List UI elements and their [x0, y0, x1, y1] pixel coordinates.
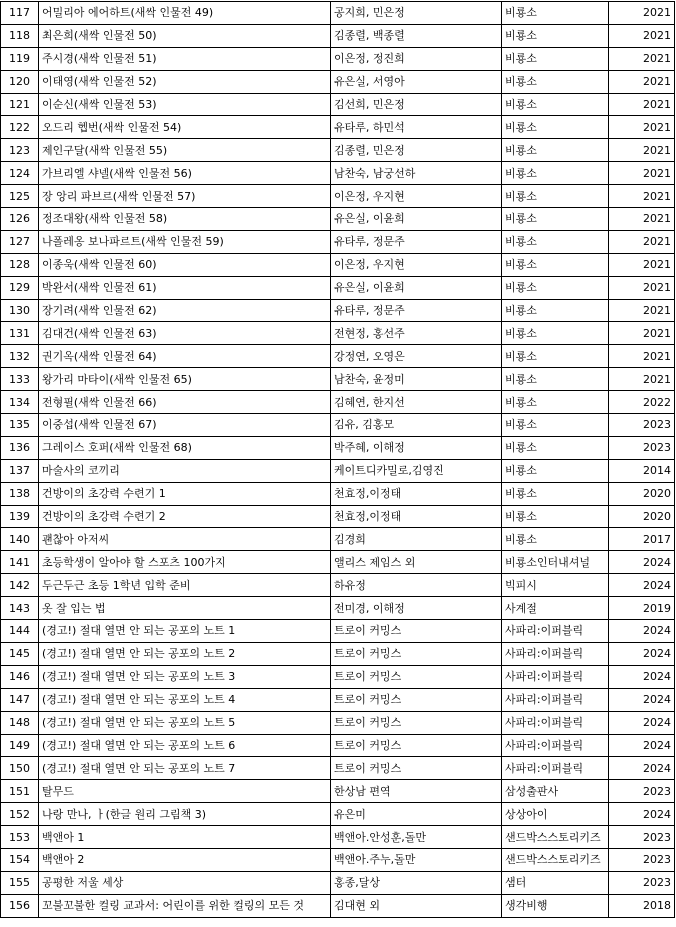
book-publisher: 비룡소	[502, 116, 609, 139]
publication-year: 2021	[609, 322, 675, 345]
book-title: 왕가리 마타이(새싹 인물전 65)	[39, 368, 331, 391]
book-author: 유은실, 이윤희	[331, 208, 502, 231]
publication-year: 2020	[609, 505, 675, 528]
table-row	[1, 688, 675, 711]
book-title: 주시경(새싹 인물전 51)	[39, 47, 331, 70]
book-author: 유은미	[331, 803, 502, 826]
table-row	[1, 848, 675, 871]
publication-year: 2024	[609, 734, 675, 757]
table-row	[1, 597, 675, 620]
row-number: 125	[1, 185, 39, 208]
row-number: 145	[1, 642, 39, 665]
book-author: 트로이 커밍스	[331, 757, 502, 780]
book-author: 김유, 김홍모	[331, 414, 502, 437]
book-publisher: 상상아이	[502, 803, 609, 826]
book-publisher: 비룡소	[502, 345, 609, 368]
publication-year: 2019	[609, 597, 675, 620]
publication-year: 2021	[609, 185, 675, 208]
book-author: 유타루, 정문주	[331, 299, 502, 322]
book-title: (경고!) 절대 열면 안 되는 공포의 노트 2	[39, 642, 331, 665]
table-row	[1, 24, 675, 47]
row-number: 119	[1, 47, 39, 70]
publication-year: 2023	[609, 780, 675, 803]
book-author: 유은실, 서영아	[331, 70, 502, 93]
book-publisher: 비룡소	[502, 459, 609, 482]
row-number: 139	[1, 505, 39, 528]
book-title: 백앤아 1	[39, 826, 331, 849]
book-publisher: 사파리:이퍼블릭	[502, 734, 609, 757]
row-number: 135	[1, 414, 39, 437]
table-row	[1, 711, 675, 734]
row-number: 134	[1, 391, 39, 414]
row-number: 133	[1, 368, 39, 391]
book-title: 이중섭(새싹 인물전 67)	[39, 414, 331, 437]
table-row	[1, 459, 675, 482]
table-row	[1, 208, 675, 231]
book-author: 이은정, 우지현	[331, 185, 502, 208]
book-author: 김종렬, 민은정	[331, 139, 502, 162]
publication-year: 2024	[609, 574, 675, 597]
row-number: 152	[1, 803, 39, 826]
book-title: 정조대왕(새싹 인물전 58)	[39, 208, 331, 231]
row-number: 140	[1, 528, 39, 551]
table-row	[1, 620, 675, 643]
publication-year: 2021	[609, 162, 675, 185]
table-row	[1, 345, 675, 368]
table-row	[1, 391, 675, 414]
book-title: 박완서(새싹 인물전 61)	[39, 276, 331, 299]
row-number: 153	[1, 826, 39, 849]
row-number: 120	[1, 70, 39, 93]
book-publisher: 샌드박스스토리키즈	[502, 826, 609, 849]
book-title: 초등학생이 알아야 할 스포츠 100가지	[39, 551, 331, 574]
table-row	[1, 803, 675, 826]
book-author: 트로이 커밍스	[331, 734, 502, 757]
book-title: 두근두근 초등 1학년 입학 준비	[39, 574, 331, 597]
table-row	[1, 436, 675, 459]
book-author: 이은정, 우지현	[331, 253, 502, 276]
table-row	[1, 47, 675, 70]
book-publisher: 삼성출판사	[502, 780, 609, 803]
publication-year: 2021	[609, 47, 675, 70]
table-row	[1, 230, 675, 253]
table-row	[1, 253, 675, 276]
publication-year: 2021	[609, 299, 675, 322]
publication-year: 2024	[609, 620, 675, 643]
row-number: 124	[1, 162, 39, 185]
row-number: 129	[1, 276, 39, 299]
table-row	[1, 414, 675, 437]
table-row	[1, 505, 675, 528]
publication-year: 2021	[609, 368, 675, 391]
book-publisher: 비룡소인터내셔널	[502, 551, 609, 574]
book-publisher: 비룡소	[502, 139, 609, 162]
book-author: 앨리스 제임스 외	[331, 551, 502, 574]
book-publisher: 비룡소	[502, 208, 609, 231]
book-title: 건방이의 초강력 수련기 2	[39, 505, 331, 528]
book-title: 오드리 헵번(새싹 인물전 54)	[39, 116, 331, 139]
publication-year: 2021	[609, 116, 675, 139]
book-publisher: 사파리:이퍼블릭	[502, 688, 609, 711]
publication-year: 2024	[609, 642, 675, 665]
book-publisher: 샘터	[502, 871, 609, 894]
book-title: 백앤아 2	[39, 848, 331, 871]
book-author: 김대현 외	[331, 894, 502, 917]
row-number: 154	[1, 848, 39, 871]
book-title: 김대건(새싹 인물전 63)	[39, 322, 331, 345]
row-number: 137	[1, 459, 39, 482]
publication-year: 2017	[609, 528, 675, 551]
book-publisher: 사파리:이퍼블릭	[502, 665, 609, 688]
book-publisher: 비룡소	[502, 93, 609, 116]
table-row	[1, 70, 675, 93]
publication-year: 2024	[609, 688, 675, 711]
row-number: 143	[1, 597, 39, 620]
book-publisher: 사계절	[502, 597, 609, 620]
table-row	[1, 826, 675, 849]
book-title: (경고!) 절대 열면 안 되는 공포의 노트 5	[39, 711, 331, 734]
book-author: 강정연, 오영은	[331, 345, 502, 368]
book-author: 트로이 커밍스	[331, 665, 502, 688]
book-title: 옷 잘 입는 법	[39, 597, 331, 620]
book-publisher: 비룡소	[502, 414, 609, 437]
table-row	[1, 871, 675, 894]
book-author: 천효정,이정태	[331, 505, 502, 528]
row-number: 131	[1, 322, 39, 345]
publication-year: 2021	[609, 345, 675, 368]
table-row	[1, 368, 675, 391]
book-publisher: 비룡소	[502, 162, 609, 185]
book-publisher: 사파리:이퍼블릭	[502, 711, 609, 734]
book-title: 권기옥(새싹 인물전 64)	[39, 345, 331, 368]
table-row	[1, 574, 675, 597]
book-author: 이은정, 정진희	[331, 47, 502, 70]
publication-year: 2021	[609, 208, 675, 231]
book-author: 트로이 커밍스	[331, 688, 502, 711]
row-number: 142	[1, 574, 39, 597]
book-title: 어밀리아 에어하트(새싹 인물전 49)	[39, 2, 331, 25]
table-row	[1, 299, 675, 322]
publication-year: 2021	[609, 276, 675, 299]
table-row	[1, 665, 675, 688]
row-number: 118	[1, 24, 39, 47]
book-author: 유은실, 이윤희	[331, 276, 502, 299]
book-author: 김경희	[331, 528, 502, 551]
row-number: 130	[1, 299, 39, 322]
row-number: 150	[1, 757, 39, 780]
book-title: (경고!) 절대 열면 안 되는 공포의 노트 6	[39, 734, 331, 757]
table-row	[1, 322, 675, 345]
book-list-table	[0, 1, 675, 918]
row-number: 151	[1, 780, 39, 803]
row-number: 123	[1, 139, 39, 162]
book-title: (경고!) 절대 열면 안 되는 공포의 노트 4	[39, 688, 331, 711]
row-number: 156	[1, 894, 39, 917]
book-title: 꼬불꼬불한 컬링 교과서: 어린이를 위한 컬링의 모든 것	[39, 894, 331, 917]
table-row	[1, 162, 675, 185]
book-publisher: 비룡소	[502, 528, 609, 551]
row-number: 127	[1, 230, 39, 253]
book-author: 김혜연, 한지선	[331, 391, 502, 414]
book-title: 장기려(새싹 인물전 62)	[39, 299, 331, 322]
table-row	[1, 93, 675, 116]
book-publisher: 비룡소	[502, 185, 609, 208]
book-publisher: 비룡소	[502, 276, 609, 299]
book-author: 김종렬, 백종렬	[331, 24, 502, 47]
book-author: 유타루, 하민석	[331, 116, 502, 139]
table-row	[1, 482, 675, 505]
book-author: 백앤아.주누,돌만	[331, 848, 502, 871]
book-author: 유타루, 정문주	[331, 230, 502, 253]
table-row	[1, 276, 675, 299]
publication-year: 2024	[609, 757, 675, 780]
book-publisher: 비룡소	[502, 24, 609, 47]
publication-year: 2021	[609, 230, 675, 253]
book-author: 트로이 커밍스	[331, 711, 502, 734]
table-row	[1, 551, 675, 574]
book-publisher: 비룡소	[502, 368, 609, 391]
book-title: 이순신(새싹 인물전 53)	[39, 93, 331, 116]
publication-year: 2024	[609, 711, 675, 734]
book-author: 홍종,달상	[331, 871, 502, 894]
book-title: 그레이스 호퍼(새싹 인물전 68)	[39, 436, 331, 459]
publication-year: 2024	[609, 551, 675, 574]
book-title: 탈무드	[39, 780, 331, 803]
publication-year: 2021	[609, 93, 675, 116]
book-title: (경고!) 절대 열면 안 되는 공포의 노트 7	[39, 757, 331, 780]
book-author: 남찬숙, 윤정미	[331, 368, 502, 391]
book-title: 장 앙리 파브르(새싹 인물전 57)	[39, 185, 331, 208]
book-publisher: 생각비행	[502, 894, 609, 917]
row-number: 122	[1, 116, 39, 139]
row-number: 144	[1, 620, 39, 643]
book-author: 한상남 편역	[331, 780, 502, 803]
book-title: 전형필(새싹 인물전 66)	[39, 391, 331, 414]
book-author: 백앤아.안성훈,돌만	[331, 826, 502, 849]
publication-year: 2023	[609, 414, 675, 437]
book-title: 최은희(새싹 인물전 50)	[39, 24, 331, 47]
book-publisher: 비룡소	[502, 322, 609, 345]
row-number: 132	[1, 345, 39, 368]
table-row	[1, 185, 675, 208]
book-publisher: 비룡소	[502, 391, 609, 414]
book-publisher: 샌드박스스토리키즈	[502, 848, 609, 871]
book-author: 천효정,이정태	[331, 482, 502, 505]
row-number: 146	[1, 665, 39, 688]
table-row	[1, 2, 675, 25]
publication-year: 2021	[609, 70, 675, 93]
book-author: 트로이 커밍스	[331, 642, 502, 665]
table-row	[1, 528, 675, 551]
book-author: 트로이 커밍스	[331, 620, 502, 643]
book-publisher: 비룡소	[502, 230, 609, 253]
row-number: 138	[1, 482, 39, 505]
publication-year: 2021	[609, 253, 675, 276]
book-title: 건방이의 초강력 수련기 1	[39, 482, 331, 505]
book-publisher: 비룡소	[502, 70, 609, 93]
row-number: 149	[1, 734, 39, 757]
publication-year: 2020	[609, 482, 675, 505]
book-publisher: 비룡소	[502, 47, 609, 70]
publication-year: 2024	[609, 665, 675, 688]
publication-year: 2023	[609, 436, 675, 459]
book-title: 나폴레옹 보나파르트(새싹 인물전 59)	[39, 230, 331, 253]
publication-year: 2021	[609, 2, 675, 25]
book-publisher: 비룡소	[502, 2, 609, 25]
book-title: 나랑 만나, ㅏ(한글 원리 그림책 3)	[39, 803, 331, 826]
book-title: (경고!) 절대 열면 안 되는 공포의 노트 3	[39, 665, 331, 688]
book-publisher: 비룡소	[502, 253, 609, 276]
publication-year: 2014	[609, 459, 675, 482]
row-number: 117	[1, 2, 39, 25]
book-title: 제인구달(새싹 인물전 55)	[39, 139, 331, 162]
publication-year: 2023	[609, 871, 675, 894]
book-author: 남찬숙, 남궁선하	[331, 162, 502, 185]
book-title: (경고!) 절대 열면 안 되는 공포의 노트 1	[39, 620, 331, 643]
book-title: 이종욱(새싹 인물전 60)	[39, 253, 331, 276]
publication-year: 2018	[609, 894, 675, 917]
book-title: 이태영(새싹 인물전 52)	[39, 70, 331, 93]
table-row	[1, 734, 675, 757]
publication-year: 2022	[609, 391, 675, 414]
book-list-body	[1, 2, 675, 918]
table-row	[1, 757, 675, 780]
book-publisher: 비룡소	[502, 436, 609, 459]
row-number: 126	[1, 208, 39, 231]
table-row	[1, 780, 675, 803]
row-number: 141	[1, 551, 39, 574]
publication-year: 2023	[609, 826, 675, 849]
book-publisher: 사파리:이퍼블릭	[502, 642, 609, 665]
table-row	[1, 894, 675, 917]
book-author: 전현정, 홍선주	[331, 322, 502, 345]
book-publisher: 비룡소	[502, 482, 609, 505]
book-title: 괜찮아 아저씨	[39, 528, 331, 551]
publication-year: 2024	[609, 803, 675, 826]
table-row	[1, 642, 675, 665]
table-row	[1, 116, 675, 139]
book-title: 가브리엘 샤넬(새싹 인물전 56)	[39, 162, 331, 185]
book-publisher: 비룡소	[502, 299, 609, 322]
book-author: 전미경, 이해정	[331, 597, 502, 620]
book-publisher: 빅피시	[502, 574, 609, 597]
book-publisher: 비룡소	[502, 505, 609, 528]
book-author: 공지희, 민은정	[331, 2, 502, 25]
publication-year: 2021	[609, 139, 675, 162]
row-number: 121	[1, 93, 39, 116]
book-author: 박주혜, 이해정	[331, 436, 502, 459]
publication-year: 2023	[609, 848, 675, 871]
table-row	[1, 139, 675, 162]
publication-year: 2021	[609, 24, 675, 47]
book-author: 케이트디카밀로,김영진	[331, 459, 502, 482]
book-title: 공평한 저울 세상	[39, 871, 331, 894]
row-number: 136	[1, 436, 39, 459]
row-number: 128	[1, 253, 39, 276]
book-title: 마술사의 코끼리	[39, 459, 331, 482]
book-publisher: 사파리:이퍼블릭	[502, 620, 609, 643]
row-number: 148	[1, 711, 39, 734]
book-publisher: 사파리:이퍼블릭	[502, 757, 609, 780]
row-number: 147	[1, 688, 39, 711]
book-author: 김선희, 민은정	[331, 93, 502, 116]
row-number: 155	[1, 871, 39, 894]
book-author: 하유정	[331, 574, 502, 597]
